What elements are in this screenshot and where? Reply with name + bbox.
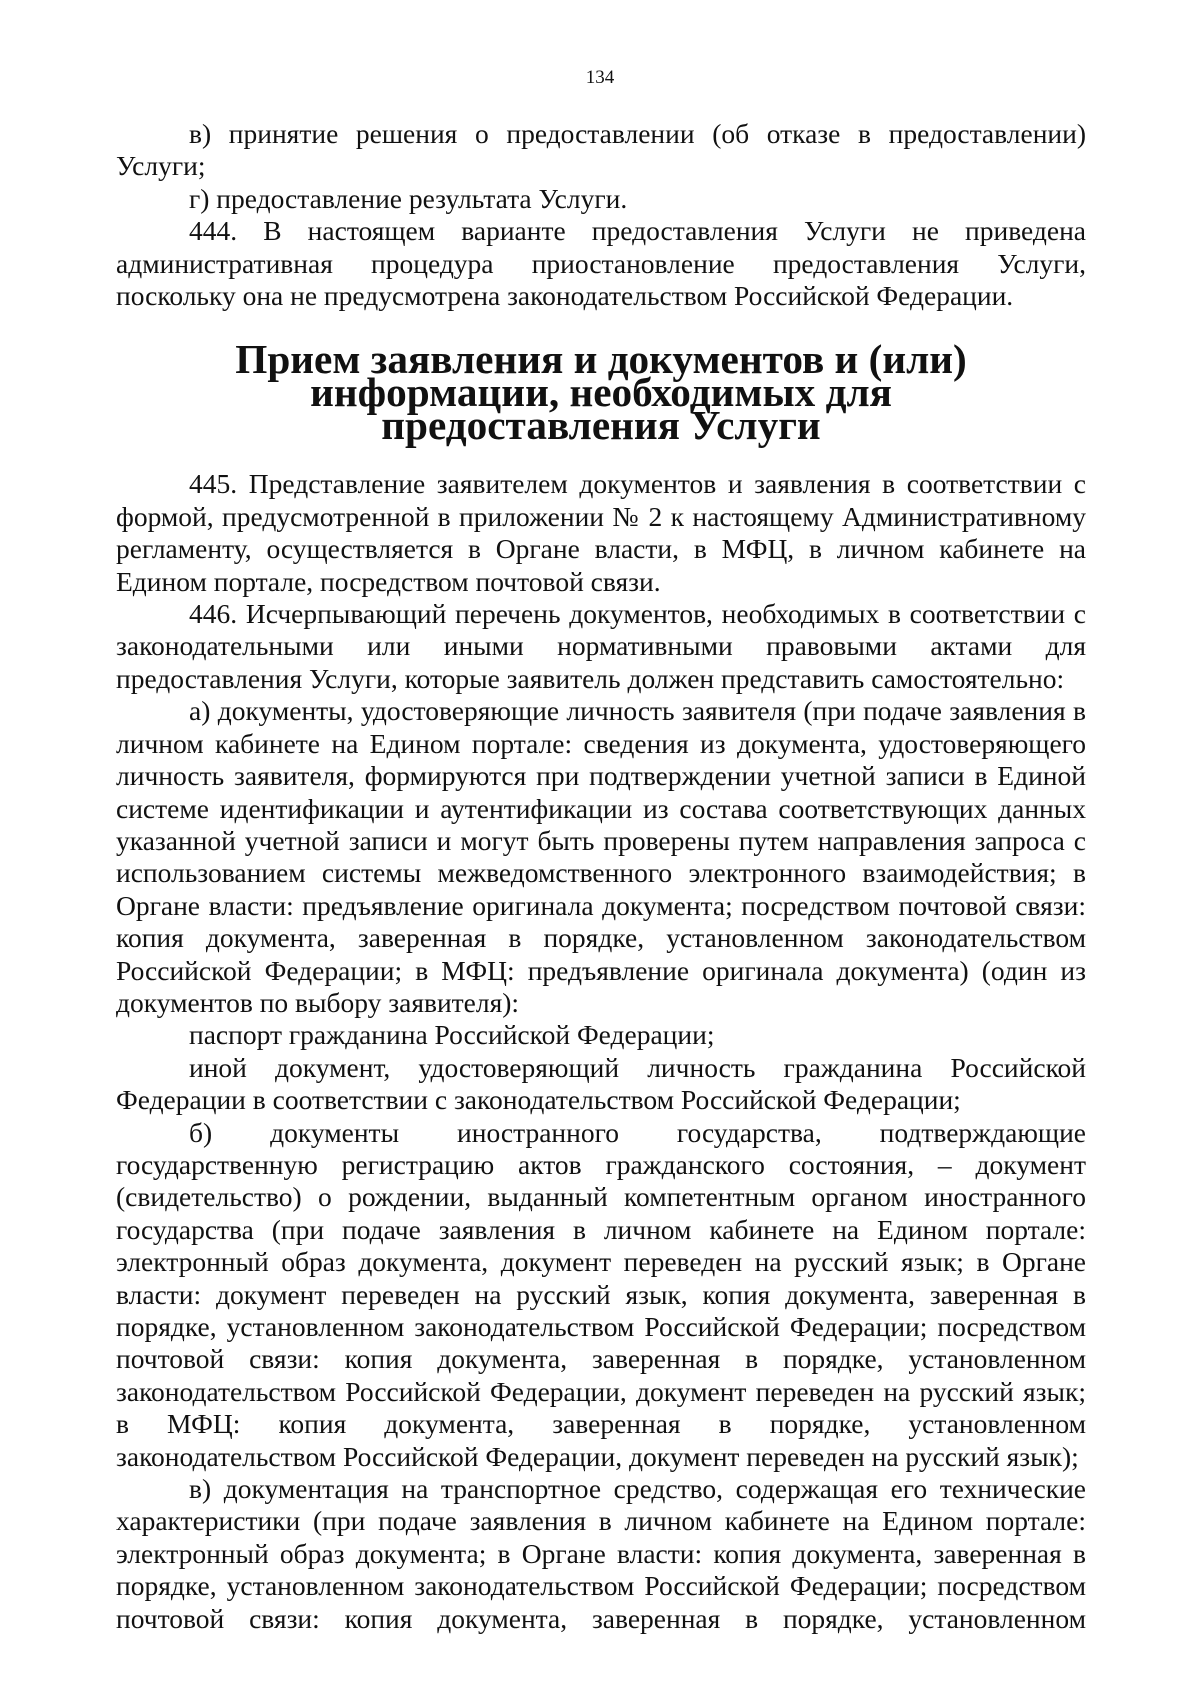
paragraph-item-v-decision: в) принятие решения о предоставлении (об отказе в предоставлении) Услуги; bbox=[116, 118, 1086, 182]
section-heading bbox=[116, 336, 1086, 449]
page-number: 134 bbox=[585, 67, 615, 88]
paragraph-446: 446. Исчерпывающий перечень документов, необходимых в соответствии с законодательными или иными нормативными правовыми актами для предоставления Услуги, которые заявитель должен представить самостоятельно: bbox=[116, 598, 1086, 694]
paragraph-item-g-result: г) предоставление результата Услуги. bbox=[189, 182, 628, 214]
paragraph-444: 444. В настоящем варианте предоставления Услуги не приведена административная процедура приостановление предоставления Услуги, поскольку она не предусмотрена законодательством Российской Федерации. bbox=[116, 215, 1086, 312]
paragraph-passport: паспорт гражданина Российской Федерации; bbox=[189, 1019, 715, 1051]
paragraph-item-b-foreign-docs: б) документы иностранного государства, подтверждающие государственную регистрацию актов гражданского состояния, – документ (свидетельство) о рождении, выданный компетентным органом иностранного государства (при подаче заявления в личном кабинете на Едином портале: электронный образ документа, документ переведен на русский язык; в Органе власти: документ переведен на русский язык, копия документа, заверенная в порядке, установленном законодательством Российской Федерации; посредством почтовой связи: копия документа, заверенная в порядке, установленном законодательством Российской Федерации, документ переведен на русский язык; в МФЦ: копия документа, заверенная в порядке, установленном законодательством Российской Федерации, документ переведен на русский язык); bbox=[116, 1116, 1086, 1472]
section-heading-line-1: Прием заявления и документов и (или) информации, необходимых для bbox=[235, 336, 967, 416]
paragraph-other-identity-doc: иной документ, удостоверяющий личность гражданина Российской Федерации в соответствии с законодательством Российской Федерации; bbox=[116, 1051, 1086, 1116]
section-heading-line-2: предоставления Услуги bbox=[381, 402, 821, 449]
paragraph-445: 445. Представление заявителем документов и заявления в соответствии с формой, предусмотренной в приложении № 2 к настоящему Административному регламенту, осуществляется в Органе власти, в МФЦ, в личном кабинете на Едином портале, посредством почтовой связи. bbox=[116, 468, 1086, 597]
paragraph-item-v-vehicle-docs: в) документация на транспортное средство, содержащая его технические характеристики (при подаче заявления в личном кабинете на Едином портале: электронный образ документа; в Органе власти: копия документа, заверенная в порядке, установленном законодательством Российской Федерации; посредством почтовой связи: копия документа, заверенная в порядке, установленном bbox=[116, 1473, 1086, 1634]
paragraph-item-a-identity-docs: а) документы, удостоверяющие личность заявителя (при подаче заявления в личном кабинете на Едином портале: сведения из документа, удостоверяющего личность заявителя, формируются при подтверждении учетной записи в Единой системе идентификации и аутентификации из состава соответствующих данных указанной учетной записи и могут быть проверены путем направления запроса с использованием системы межведомственного электронного взаимодействия; в Органе власти: предъявление оригинала документа; посредством почтовой связи: копия документа, заверенная в порядке, установленном законодательством Российской Федерации; в МФЦ: предъявление оригинала документа) (один из документов по выбору заявителя): bbox=[116, 695, 1086, 1018]
document-body bbox=[116, 118, 1086, 1635]
